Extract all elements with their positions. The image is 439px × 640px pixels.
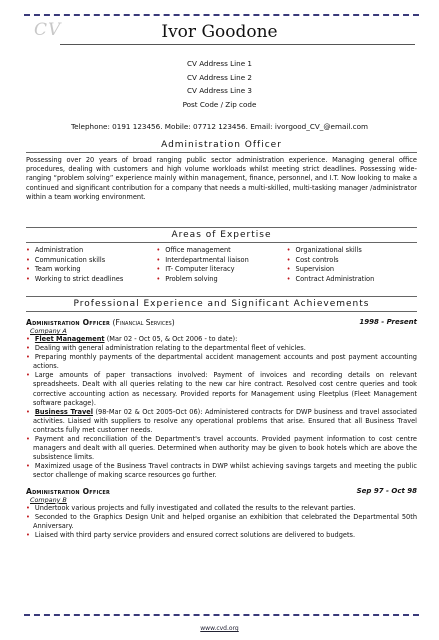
bullet-text: Dealing with general administration relating to the departmental fleet of vehicles. bbox=[34, 344, 306, 353]
profile-title: Administration Officer bbox=[26, 140, 417, 153]
bullet-text: (98-Mar 02 & Oct 2005-Oct 06): Administered contracts for DWP business and travel associated activities. Liaised with suppliers to resolve any operational problems that arise. Ensured that all Business Travel contracts fully met customer needs. bbox=[33, 407, 417, 434]
address-block bbox=[0, 57, 439, 111]
expertise-column bbox=[287, 246, 417, 284]
job-bullet bbox=[26, 513, 417, 531]
job-entry bbox=[26, 318, 417, 481]
top-dashed-rule bbox=[24, 14, 419, 16]
job-bullet bbox=[26, 353, 417, 371]
name-underline bbox=[60, 44, 415, 45]
expertise-list bbox=[26, 246, 417, 284]
expertise-item: • Problem solving bbox=[156, 275, 286, 285]
job-subtitle: (Financial Services) bbox=[110, 318, 175, 327]
expertise-item: • IT- Computer literacy bbox=[156, 265, 286, 275]
job-entry bbox=[26, 487, 417, 540]
experience-section bbox=[26, 296, 417, 540]
expertise-item: • Organizational skills bbox=[287, 246, 417, 256]
address-line: CV Address Line 3 bbox=[187, 86, 252, 96]
bottom-dashed-rule bbox=[24, 614, 419, 616]
cv-watermark: CV bbox=[34, 20, 62, 40]
bullet-text: (Mar 02 - Oct 05, & Oct 2006 - to date): bbox=[104, 335, 238, 343]
job-bullet bbox=[26, 371, 417, 407]
profile-text: Possessing over 20 years of broad ranging public sector administration experience. Managing general office procedures, dealing with customers and high volume workloads whilst meeting strict deadlines. Possessing wide-ranging “problem solving” experience mainly within management, finance, personnel, and I.T. Now looking to make a continued and significant contribution for a company that needs a multi-skilled, multi-tasking manager /administrator within a team working environment. bbox=[26, 156, 417, 201]
job-title: Administration Officer bbox=[26, 318, 111, 327]
job-bullet bbox=[26, 504, 417, 513]
company-name: Company B bbox=[30, 495, 67, 504]
job-dates: 1998 - Present bbox=[359, 318, 417, 326]
expertise-item: • Cost controls bbox=[287, 256, 417, 266]
expertise-column bbox=[156, 246, 286, 284]
expertise-item: • Team working bbox=[26, 265, 156, 275]
expertise-item: • Contract Administration bbox=[287, 275, 417, 285]
bullet-text: Payment and reconciliation of the Department's travel accounts. Provided payment information to cost centre managers and dealt with all queries. Determined when authority may be given to book hotels which are above the subsistence limits. bbox=[33, 435, 417, 462]
job-header bbox=[26, 318, 417, 327]
job-header bbox=[26, 487, 417, 496]
expertise-section bbox=[26, 227, 417, 284]
expertise-item: • Supervision bbox=[287, 265, 417, 275]
job-bullet bbox=[26, 408, 417, 435]
contact-line: Telephone: 0191 123456. Mobile: 07712 123456. Email: ivorgood_CV_@email.com bbox=[70, 122, 369, 131]
expertise-item: • Office management bbox=[156, 246, 286, 256]
job-title-group bbox=[26, 318, 175, 327]
profile-section bbox=[26, 140, 417, 202]
job-dates: Sep 97 - Oct 98 bbox=[356, 486, 417, 495]
footer-link[interactable]: www.cvd.org bbox=[200, 625, 239, 632]
expertise-title: Areas of Expertise bbox=[26, 227, 417, 243]
expertise-item: • Interdepartmental liaison bbox=[156, 256, 286, 266]
bullet-text: Undertook various projects and fully investigated and collated the results to the relevant parties. bbox=[34, 503, 356, 512]
job-bullet bbox=[26, 435, 417, 462]
address-line: CV Address Line 2 bbox=[187, 72, 252, 82]
job-bullet bbox=[26, 462, 417, 480]
bullet-text: Maximized usage of the Business Travel contracts in DWP whilst achieving savings targets and meeting the public sector challenge of making scarce resources go further. bbox=[33, 462, 417, 480]
job-bullet bbox=[26, 531, 417, 540]
job-bullets bbox=[26, 504, 417, 540]
candidate-name: Ivor Goodone bbox=[161, 22, 278, 42]
job-bullet bbox=[26, 344, 417, 353]
job-title: Administration Officer bbox=[26, 486, 111, 496]
expertise-item: • Administration bbox=[26, 246, 156, 256]
bullet-text: Large amounts of paper transactions involved: Payment of invoices and recording details on relevant spreadsheets. Dealt with all queries relating to the new car hire contract. Resolved cost centre queries and took corrective accounting action as necessary. Provided reports for Management using Fleetplus (Fleet Management software package). bbox=[33, 371, 417, 407]
expertise-column bbox=[26, 246, 156, 284]
experience-title: Professional Experience and Significant Achievements bbox=[26, 296, 417, 312]
expertise-item: • Working to strict deadlines bbox=[26, 275, 156, 285]
company-name: Company A bbox=[30, 327, 67, 335]
bullet-text: Preparing monthly payments of the departmental accident management accounts and post payment accounting actions. bbox=[33, 353, 417, 371]
expertise-item: • Communication skills bbox=[26, 256, 156, 266]
job-bullets bbox=[26, 335, 417, 481]
bullet-lead: Fleet Management bbox=[34, 335, 105, 343]
address-line: CV Address Line 1 bbox=[187, 59, 252, 68]
bullet-lead: Business Travel bbox=[34, 407, 93, 416]
job-bullet bbox=[26, 335, 417, 344]
bullet-text: Seconded to the Graphics Design Unit and helped organise an exhibition that celebrated the Departmental 50th Anniversary. bbox=[33, 512, 417, 530]
postcode-line: Post Code / Zip code bbox=[182, 99, 257, 109]
bullet-text: Liaised with third party service providers and ensured correct solutions are delivered to budgets. bbox=[34, 530, 356, 539]
